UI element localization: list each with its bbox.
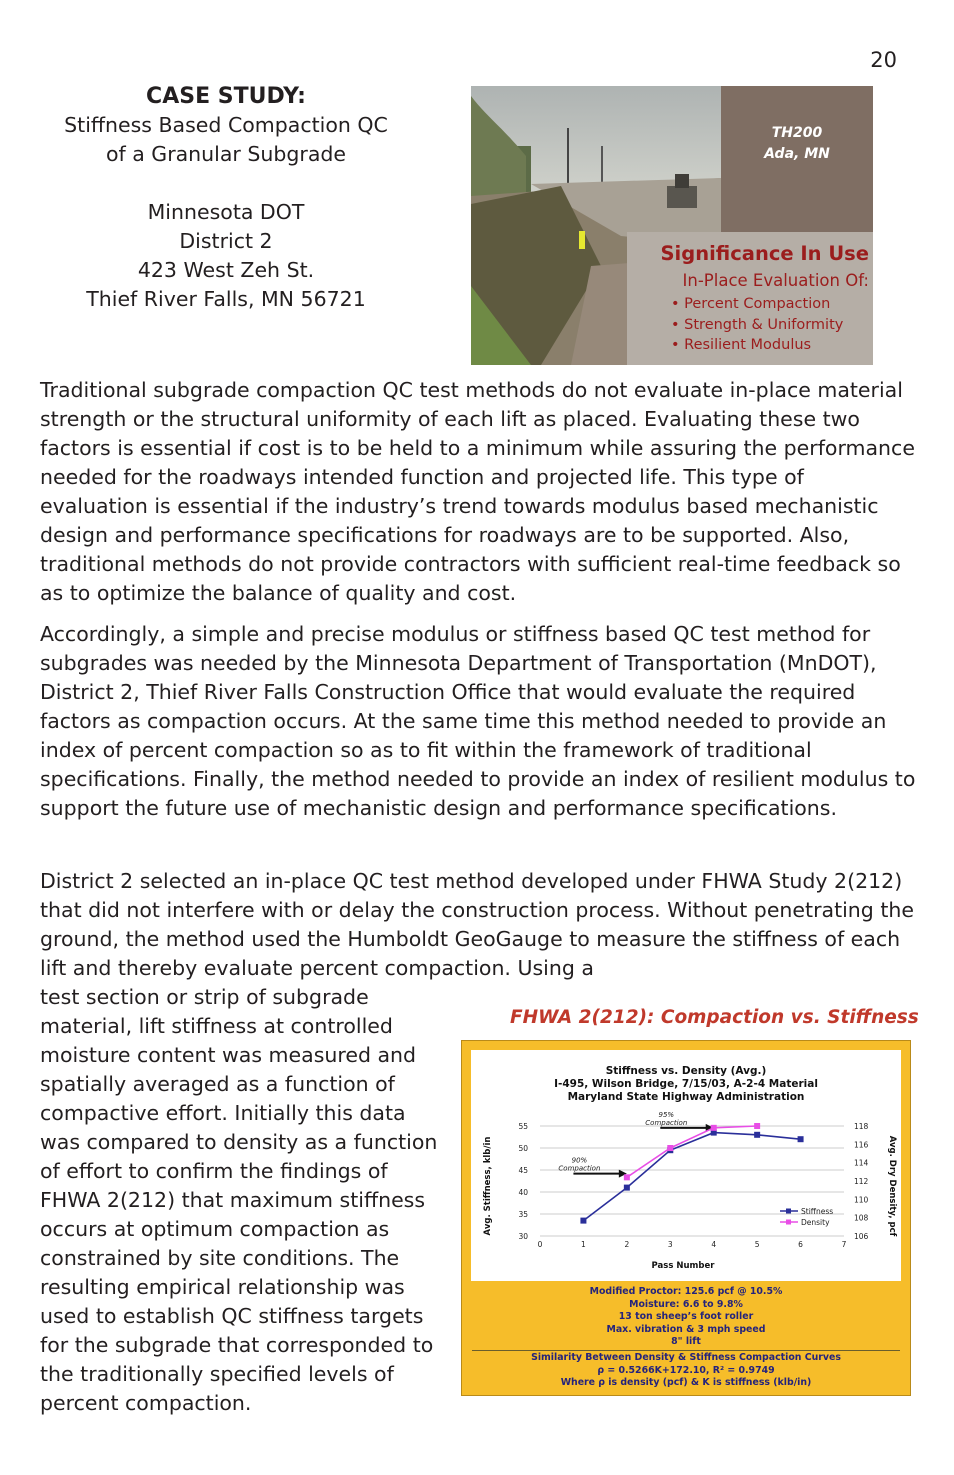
x-tick-label: 6 bbox=[798, 1240, 803, 1249]
address-block bbox=[40, 198, 412, 314]
annotation-label: Compaction bbox=[645, 1118, 688, 1127]
stiffness-density-chart bbox=[462, 1041, 910, 1281]
x-tick-label: 5 bbox=[754, 1240, 760, 1249]
paragraph-3: District 2 selected an in-place QC test method developed under FHWA Study 2(212) that did not interfere with or delay the construction process. Without penetrating the ground, the method used the Humboldt GeoGauge to measure the stiffness of each lift and thereby evaluate percent compaction. Using a bbox=[40, 869, 914, 980]
x-axis-label: Pass Number bbox=[651, 1261, 715, 1271]
annotation-label: 90% bbox=[571, 1156, 588, 1165]
y-left-tick-label: 45 bbox=[518, 1166, 528, 1175]
compactor-cab bbox=[675, 174, 689, 188]
y-right-tick-label: 114 bbox=[854, 1158, 869, 1168]
y-left-tick-label: 35 bbox=[518, 1210, 528, 1219]
y-left-tick-label: 55 bbox=[518, 1122, 528, 1131]
x-tick-label: 7 bbox=[841, 1240, 847, 1249]
location-line-2: Ada, MN bbox=[764, 146, 830, 162]
address-line: District 2 bbox=[179, 229, 273, 253]
address-line: Minnesota DOT bbox=[147, 200, 305, 224]
x-tick-label: 3 bbox=[667, 1240, 673, 1249]
annotation-label: Compaction bbox=[558, 1164, 601, 1173]
significance-bullet: • Strength & Uniformity bbox=[671, 317, 844, 333]
utility-pole bbox=[601, 146, 603, 186]
paragraph-2: Accordingly, a simple and precise modulus or stiffness based QC test method for subgrades was needed by the Minnesota Department of Transportation (MnDOT), District 2, Thief River Falls Construction Office that would evaluate the required factors as compaction occurs. At the same time this method needed to provide an index of percent compaction so as to fit within the framework of traditional specifications. Finally, the method needed to provide an index of resilient modulus to support the future use of mechanistic design and performance specifications. bbox=[40, 622, 916, 820]
utility-pole bbox=[567, 128, 569, 188]
x-tick-label: 2 bbox=[624, 1240, 630, 1249]
y-left-tick-label: 40 bbox=[518, 1188, 528, 1197]
case-study-title: CASE STUDY: bbox=[146, 84, 306, 109]
legend-label: Density bbox=[801, 1218, 830, 1227]
y-right-tick-label: 118 bbox=[854, 1122, 869, 1131]
annotation-label: 95% bbox=[658, 1110, 675, 1119]
address-line: Thief River Falls, MN 56721 bbox=[86, 287, 366, 311]
note-line: 8" lift bbox=[671, 1336, 701, 1348]
y-axis-right-label: Avg. Dry Density, pcf bbox=[887, 1135, 897, 1237]
data-point bbox=[754, 1132, 760, 1138]
similarity-where: Where ρ is density (pcf) & K is stiffness (klb/in) bbox=[560, 1377, 812, 1389]
data-point bbox=[798, 1136, 804, 1142]
chart-subtitle-2: Maryland State Highway Administration bbox=[567, 1091, 805, 1103]
y-right-tick-label: 108 bbox=[854, 1213, 869, 1223]
address-line: 423 West Zeh St. bbox=[137, 258, 315, 282]
significance-bullet: • Resilient Modulus bbox=[671, 337, 812, 353]
y-left-tick-label: 50 bbox=[518, 1144, 528, 1153]
data-point bbox=[580, 1218, 586, 1224]
significance-title: Significance In Use bbox=[660, 242, 869, 265]
paragraph-4: test section or strip of subgrade material, lift stiffness at controlled moisture content was measured and spatially averaged as a function of compactive effort. Initially this data was compared to density as a function of effort to confirm the findings of FHWA 2(212) that maximum stiffness occurs at optimum compaction as constrained by site conditions. The resulting empirical relationship was used to establish QC stiffness targets for the subgrade that corresponded to the traditionally specified levels of percent compaction. bbox=[40, 985, 438, 1415]
chart-title: Stiffness vs. Density (Avg.) bbox=[605, 1065, 767, 1077]
y-right-tick-label: 116 bbox=[854, 1140, 869, 1150]
x-tick-label: 0 bbox=[537, 1240, 543, 1249]
figure-caption: FHWA 2(212): Compaction vs. Stiffness bbox=[510, 1007, 919, 1028]
data-point bbox=[624, 1185, 630, 1191]
significance-bullet: • Percent Compaction bbox=[671, 296, 831, 312]
figure-notes bbox=[462, 1286, 910, 1390]
figure-panel bbox=[461, 1040, 911, 1396]
significance-subtitle: In-Place Evaluation Of: bbox=[682, 271, 869, 290]
paragraph-1: Traditional subgrade compaction QC test methods do not evaluate in-place material strength or the structural uniformity of each lift as placed. Evaluating these two factors is essential if cost is to be held to a minimum while assuring the performance needed for the roadways intended function and projected life. This type of evaluation is essential if the industry’s trend towards modulus based mechanistic design and performance specifications for roadways are to be supported. Also, traditional methods do not provide contractors with sufficient real-time feedback so as to optimize the balance of quality and cost. bbox=[40, 378, 915, 605]
data-point bbox=[624, 1174, 630, 1180]
x-tick-label: 1 bbox=[581, 1240, 586, 1249]
note-line: Max. vibration & 3 mph speed bbox=[606, 1323, 766, 1335]
legend-marker bbox=[786, 1209, 791, 1214]
similarity-equation: ρ = 0.5266K+172.10, R² = 0.9749 bbox=[597, 1364, 775, 1376]
site-photo bbox=[471, 86, 873, 365]
y-axis-left-label: Avg. Stiffness, klb/in bbox=[483, 1136, 493, 1236]
data-point bbox=[754, 1123, 760, 1129]
y-right-tick-label: 112 bbox=[854, 1177, 869, 1186]
y-left-tick-label: 30 bbox=[518, 1232, 528, 1241]
data-point bbox=[711, 1125, 717, 1131]
note-line: 13 ton sheep’s foot roller bbox=[618, 1311, 754, 1323]
location-line-1: TH200 bbox=[771, 125, 823, 141]
x-tick-label: 4 bbox=[711, 1240, 717, 1249]
similarity-title: Similarity Between Density & Stiffness Compaction Curves bbox=[472, 1350, 900, 1365]
worker bbox=[579, 231, 585, 249]
case-study-subtitle-1: Stiffness Based Compaction QC bbox=[64, 113, 388, 137]
case-study-header bbox=[40, 82, 412, 314]
chart-subtitle-1: I-495, Wilson Bridge, 7/15/03, A-2-4 Material bbox=[554, 1078, 818, 1090]
note-line: Moisture: 6.6 to 9.8% bbox=[629, 1298, 743, 1310]
page-number: 20 bbox=[870, 48, 897, 72]
compactor-roller bbox=[667, 186, 697, 208]
y-right-tick-label: 110 bbox=[854, 1195, 869, 1205]
y-right-tick-label: 106 bbox=[854, 1232, 869, 1241]
case-study-subtitle-2: of a Granular Subgrade bbox=[105, 142, 347, 166]
data-point bbox=[667, 1145, 673, 1151]
site-photo-illustration bbox=[471, 86, 873, 365]
note-line: Modified Proctor: 125.6 pcf @ 10.5% bbox=[589, 1286, 783, 1297]
legend-label: Stiffness bbox=[801, 1207, 834, 1216]
legend-marker bbox=[786, 1220, 791, 1225]
